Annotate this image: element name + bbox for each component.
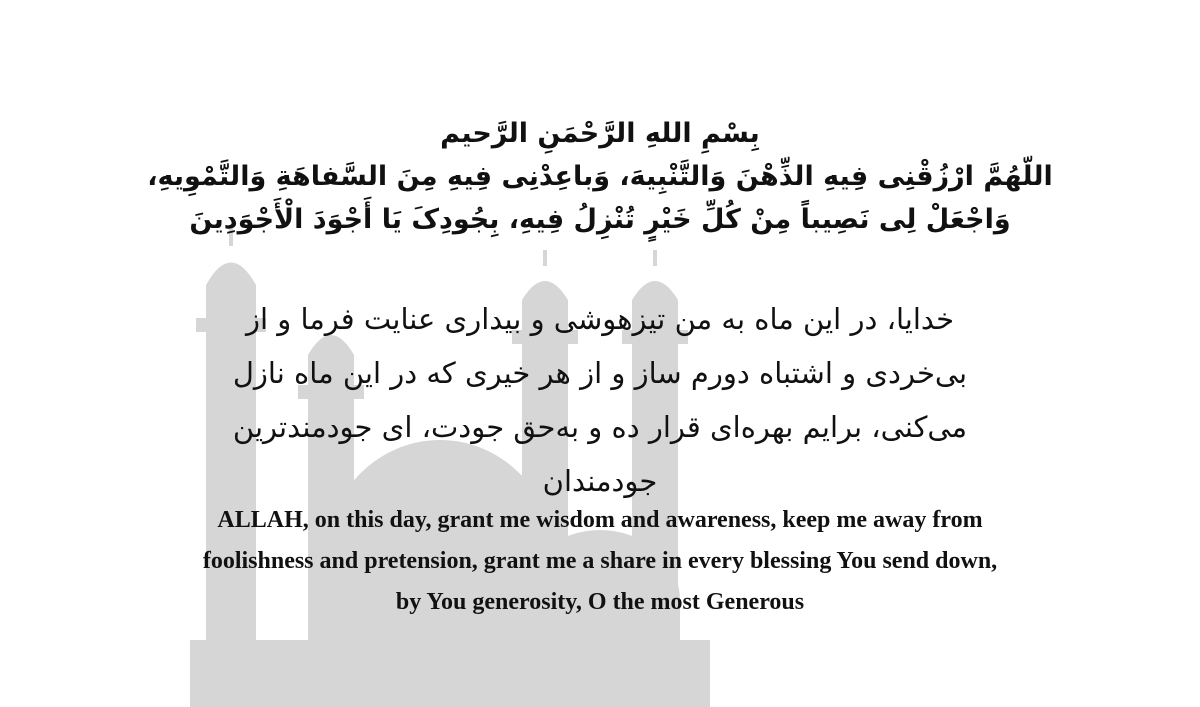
english-line: foolishness and pretension, grant me a share in every blessing You send down, [202,548,998,574]
arabic-prayer [0,112,1200,241]
persian-line: جودمندان [542,464,658,498]
english-line: by You generosity, O the most Generous [395,589,805,615]
persian-line: بی‌خردی و اشتباه دورم ساز و از هر خیری که در این ماه نازل [232,356,968,390]
english-translation [0,500,1200,623]
persian-translation [110,292,1090,508]
persian-line: خدایا، در این ماه به من تیزهوشی و بیداری عنایت فرما و از [245,302,955,336]
english-line: ALLAH, on this day, grant me wisdom and awareness, keep me away from [217,507,983,533]
arabic-line: وَاجْعَلْ لِی نَصِیباً مِنْ کُلِّ خَیْرٍ تُنْزِلُ فِیهِ، بِجُودِکَ یَا أَجْوَدَ الْأَجْوَدِینَ [189,204,1011,235]
arabic-line: اللّهُمَّ ارْزُقْنِی فِیهِ الذِّهْنَ وَالتَّنْبِیهَ، وَباعِدْنِی فِیهِ مِنَ السَّفاهَةِ وَالتَّمْوِیهِ، [147,161,1053,192]
persian-line: می‌کنی، برایم بهره‌ای قرار ده و به‌حق جودت، ای جودمندترین [232,410,968,444]
arabic-line: بِسْمِ اللهِ الرَّحْمَنِ الرَّحيم [440,118,760,149]
